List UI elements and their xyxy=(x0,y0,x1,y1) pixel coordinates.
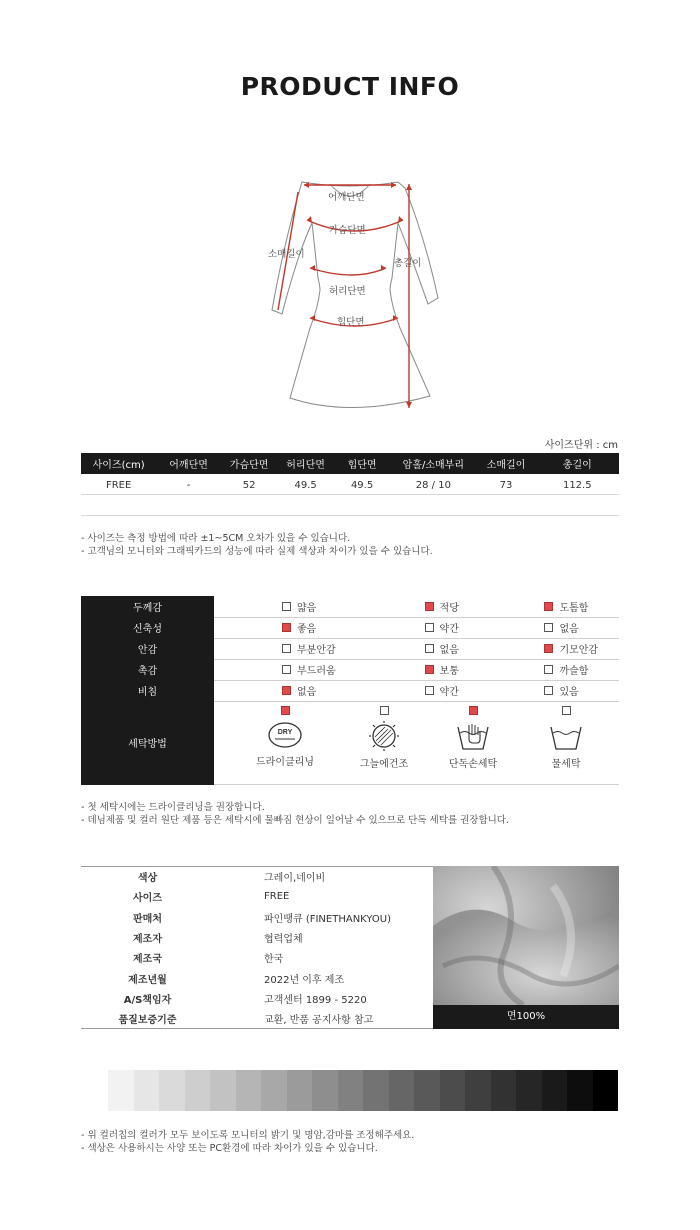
info-value: 협력업체 xyxy=(264,934,303,946)
diagram-label-total-length: 총길이 xyxy=(394,258,422,269)
attribute-option[interactable] xyxy=(282,620,316,635)
size-notes xyxy=(81,532,433,558)
size-note: - 사이즈는 측정 방법에 따라 ±1~5CM 오차가 있을 수 있습니다. xyxy=(81,533,351,544)
table-cell: 49.5 xyxy=(294,479,317,491)
color-swatch xyxy=(134,1070,160,1111)
color-swatch xyxy=(338,1070,364,1111)
checkbox[interactable] xyxy=(544,644,553,653)
table-row xyxy=(81,968,433,988)
size-col-armhole: 암홀/소매부리 xyxy=(390,453,476,474)
size-col-shoulder: 어깨단면 xyxy=(156,453,221,474)
washing-methods xyxy=(214,702,619,784)
attribute-label: 신축성 xyxy=(81,617,214,638)
info-key: 판매처 xyxy=(133,913,162,925)
info-key: 제조국 xyxy=(133,954,162,966)
color-swatch xyxy=(593,1070,619,1111)
info-key: A/S책임자 xyxy=(123,994,172,1006)
wash-label: 그늘에건조 xyxy=(359,758,409,770)
attribute-row xyxy=(81,659,619,680)
checkbox[interactable] xyxy=(469,706,478,715)
wash-note: - 데님제품 및 컬러 원단 제품 등은 세탁시에 물빠짐 현상이 일어날 수 있으므로 단독 세탁를 권장합니다. xyxy=(81,815,510,826)
table-row xyxy=(81,1009,433,1029)
option-label: 도톰함 xyxy=(559,602,589,614)
attribute-label: 비침 xyxy=(81,680,214,701)
color-swatch xyxy=(363,1070,389,1111)
fabric-composition: 면100% xyxy=(433,1005,619,1029)
table-cell: - xyxy=(186,479,191,491)
checkbox[interactable] xyxy=(544,686,553,695)
checkbox[interactable] xyxy=(425,686,434,695)
attribute-option[interactable] xyxy=(544,620,578,635)
size-col-length: 총길이 xyxy=(536,453,619,474)
attribute-option[interactable] xyxy=(425,662,459,677)
attribute-option[interactable] xyxy=(544,641,598,656)
checkbox[interactable] xyxy=(425,623,434,632)
info-value: 한국 xyxy=(264,954,284,966)
info-value: 교환, 반품 공지사항 참고 xyxy=(214,1009,433,1029)
info-key: 제조자 xyxy=(133,934,162,946)
checkbox[interactable] xyxy=(380,706,389,715)
diagram-label-shoulder: 어깨단면 xyxy=(328,192,365,203)
diagram-label-chest: 가슴단면 xyxy=(329,225,366,236)
attribute-option[interactable] xyxy=(544,683,578,698)
color-swatch xyxy=(542,1070,568,1111)
product-info-table xyxy=(81,866,433,1029)
checkbox[interactable] xyxy=(544,602,553,611)
attribute-option[interactable] xyxy=(282,683,316,698)
option-label: 있음 xyxy=(559,687,579,698)
info-value: FREE xyxy=(264,891,290,903)
wash-item-hand-wash xyxy=(428,706,518,770)
color-swatch xyxy=(312,1070,338,1111)
checkbox[interactable] xyxy=(544,623,553,632)
option-label: 없음 xyxy=(297,687,317,698)
checkbox[interactable] xyxy=(282,665,291,674)
hand-wash-icon xyxy=(455,721,491,751)
attribute-row xyxy=(81,638,619,659)
checkbox[interactable] xyxy=(282,602,291,611)
size-table xyxy=(81,453,619,496)
attribute-label: 촉감 xyxy=(81,659,214,680)
size-col-hip: 힙단면 xyxy=(334,453,390,474)
option-label: 보통 xyxy=(439,666,459,677)
diagram-label-sleeve: 소매길이 xyxy=(268,249,305,260)
footer-note: - 색상은 사용하시는 사양 또는 PC환경에 따라 차이가 있을 수 있습니다. xyxy=(81,1143,378,1154)
wash-item-water-wash xyxy=(521,706,611,770)
wash-label: 단독손세탁 xyxy=(448,758,498,770)
attribute-option[interactable] xyxy=(425,683,459,698)
attribute-row xyxy=(81,680,619,701)
option-label: 없음 xyxy=(559,624,579,635)
color-swatch xyxy=(108,1070,134,1111)
color-swatch xyxy=(389,1070,415,1111)
info-key: 사이즈 xyxy=(133,893,162,905)
table-row xyxy=(81,927,433,947)
color-swatch xyxy=(261,1070,287,1111)
option-label: 기모안감 xyxy=(559,645,599,656)
attribute-option[interactable] xyxy=(425,599,459,614)
wash-note: - 첫 세탁시에는 드라이클리닝을 권장합니다. xyxy=(81,802,265,813)
checkbox[interactable] xyxy=(544,665,553,674)
color-swatch xyxy=(465,1070,491,1111)
attribute-label: 두께감 xyxy=(81,596,214,617)
table-cell: 52 xyxy=(242,479,256,491)
washing-label: 세탁방법 xyxy=(81,701,214,784)
checkbox[interactable] xyxy=(425,665,434,674)
checkbox[interactable] xyxy=(425,644,434,653)
checkbox[interactable] xyxy=(562,706,571,715)
size-col-chest: 가슴단면 xyxy=(221,453,277,474)
size-col-sleeve: 소매길이 xyxy=(476,453,535,474)
size-diagram xyxy=(240,168,460,418)
color-swatch xyxy=(287,1070,313,1111)
attribute-label: 안감 xyxy=(81,638,214,659)
wash-item-shade-dry xyxy=(339,706,429,770)
size-table-header xyxy=(81,453,619,474)
table-cell: 28 / 10 xyxy=(415,479,451,491)
water-wash-icon xyxy=(548,721,584,751)
color-swatch xyxy=(567,1070,593,1111)
size-col-size: 사이즈(cm) xyxy=(81,453,156,474)
shade-dry-icon xyxy=(364,721,404,751)
dry-text: DRY xyxy=(277,728,293,736)
table-row xyxy=(81,988,433,1008)
fabric-image xyxy=(433,866,619,1005)
page-title: PRODUCT INFO xyxy=(240,72,460,101)
option-label: 얇음 xyxy=(297,602,317,614)
info-value: 2022년 이후 제조 xyxy=(264,974,345,986)
info-key: 색상 xyxy=(137,873,158,885)
table-cell: 112.5 xyxy=(562,479,592,491)
table-row xyxy=(81,474,619,496)
size-unit-label: 사이즈단위 : cm xyxy=(544,440,618,451)
checkbox[interactable] xyxy=(282,686,291,695)
attribute-option[interactable] xyxy=(425,641,459,656)
attribute-row xyxy=(81,596,619,617)
color-swatch xyxy=(185,1070,211,1111)
color-gradient-chart xyxy=(108,1070,618,1111)
size-col-waist: 허리단면 xyxy=(277,453,333,474)
diagram-label-waist: 허리단면 xyxy=(329,286,366,297)
checkbox[interactable] xyxy=(282,644,291,653)
attribute-option[interactable] xyxy=(425,620,459,635)
table-cell: 49.5 xyxy=(350,479,374,491)
checkbox[interactable] xyxy=(425,602,434,611)
option-label: 좋음 xyxy=(297,624,317,635)
color-swatch xyxy=(491,1070,517,1111)
washing-row xyxy=(81,701,619,784)
table-row xyxy=(81,867,433,887)
table-row xyxy=(81,907,433,927)
attribute-option[interactable] xyxy=(282,599,316,614)
table-cell: 73 xyxy=(499,479,513,491)
footer-note: - 위 컬러칩의 컬러가 모두 보이도록 모니터의 밝기 및 명암,감마를 조정해주세요. xyxy=(81,1130,415,1141)
checkbox[interactable] xyxy=(282,623,291,632)
diagram-label-hip: 힙단면 xyxy=(337,317,365,328)
option-label: 약간 xyxy=(439,687,459,698)
wash-label: 물세탁 xyxy=(551,758,581,770)
wash-item-dry-clean xyxy=(240,706,330,768)
size-note: - 고객님의 모니터와 그래픽카드의 성능에 따라 실제 색상과 차이가 있을 수 있습니다. xyxy=(81,546,433,557)
option-label: 까슬함 xyxy=(559,666,589,677)
color-swatch xyxy=(440,1070,466,1111)
color-swatch xyxy=(516,1070,542,1111)
option-label: 약간 xyxy=(439,624,459,635)
table-row xyxy=(81,887,433,907)
info-value: 파인땡큐 (FINETHANKYOU) xyxy=(264,913,392,925)
color-swatch xyxy=(210,1070,236,1111)
attribute-table xyxy=(81,596,619,785)
option-label: 부드러움 xyxy=(297,666,336,677)
wash-label: 드라이클리닝 xyxy=(256,756,314,768)
attribute-option[interactable] xyxy=(544,599,588,614)
info-key: 제조년월 xyxy=(128,974,167,986)
attribute-option[interactable] xyxy=(282,662,336,677)
table-row xyxy=(81,948,433,968)
info-value: 그레이,네이비 xyxy=(264,873,326,885)
dry-clean-icon xyxy=(267,721,303,749)
option-label: 적당 xyxy=(439,602,459,614)
footer-notes xyxy=(81,1129,414,1155)
wash-notes xyxy=(81,801,509,827)
color-swatch xyxy=(414,1070,440,1111)
fabric-texture-icon xyxy=(433,866,619,1005)
attribute-row xyxy=(81,617,619,638)
option-label: 부분안감 xyxy=(297,645,336,656)
table-cell: FREE xyxy=(105,479,132,491)
size-table-empty-row xyxy=(81,494,619,516)
color-swatch xyxy=(236,1070,262,1111)
info-value: 고객센터 1899 - 5220 xyxy=(264,994,367,1006)
option-label: 없음 xyxy=(439,645,459,656)
attribute-option[interactable] xyxy=(282,641,336,656)
attribute-option[interactable] xyxy=(544,662,588,677)
color-swatch xyxy=(159,1070,185,1111)
checkbox[interactable] xyxy=(281,706,290,715)
info-key: 품질보증기준 xyxy=(81,1009,214,1029)
